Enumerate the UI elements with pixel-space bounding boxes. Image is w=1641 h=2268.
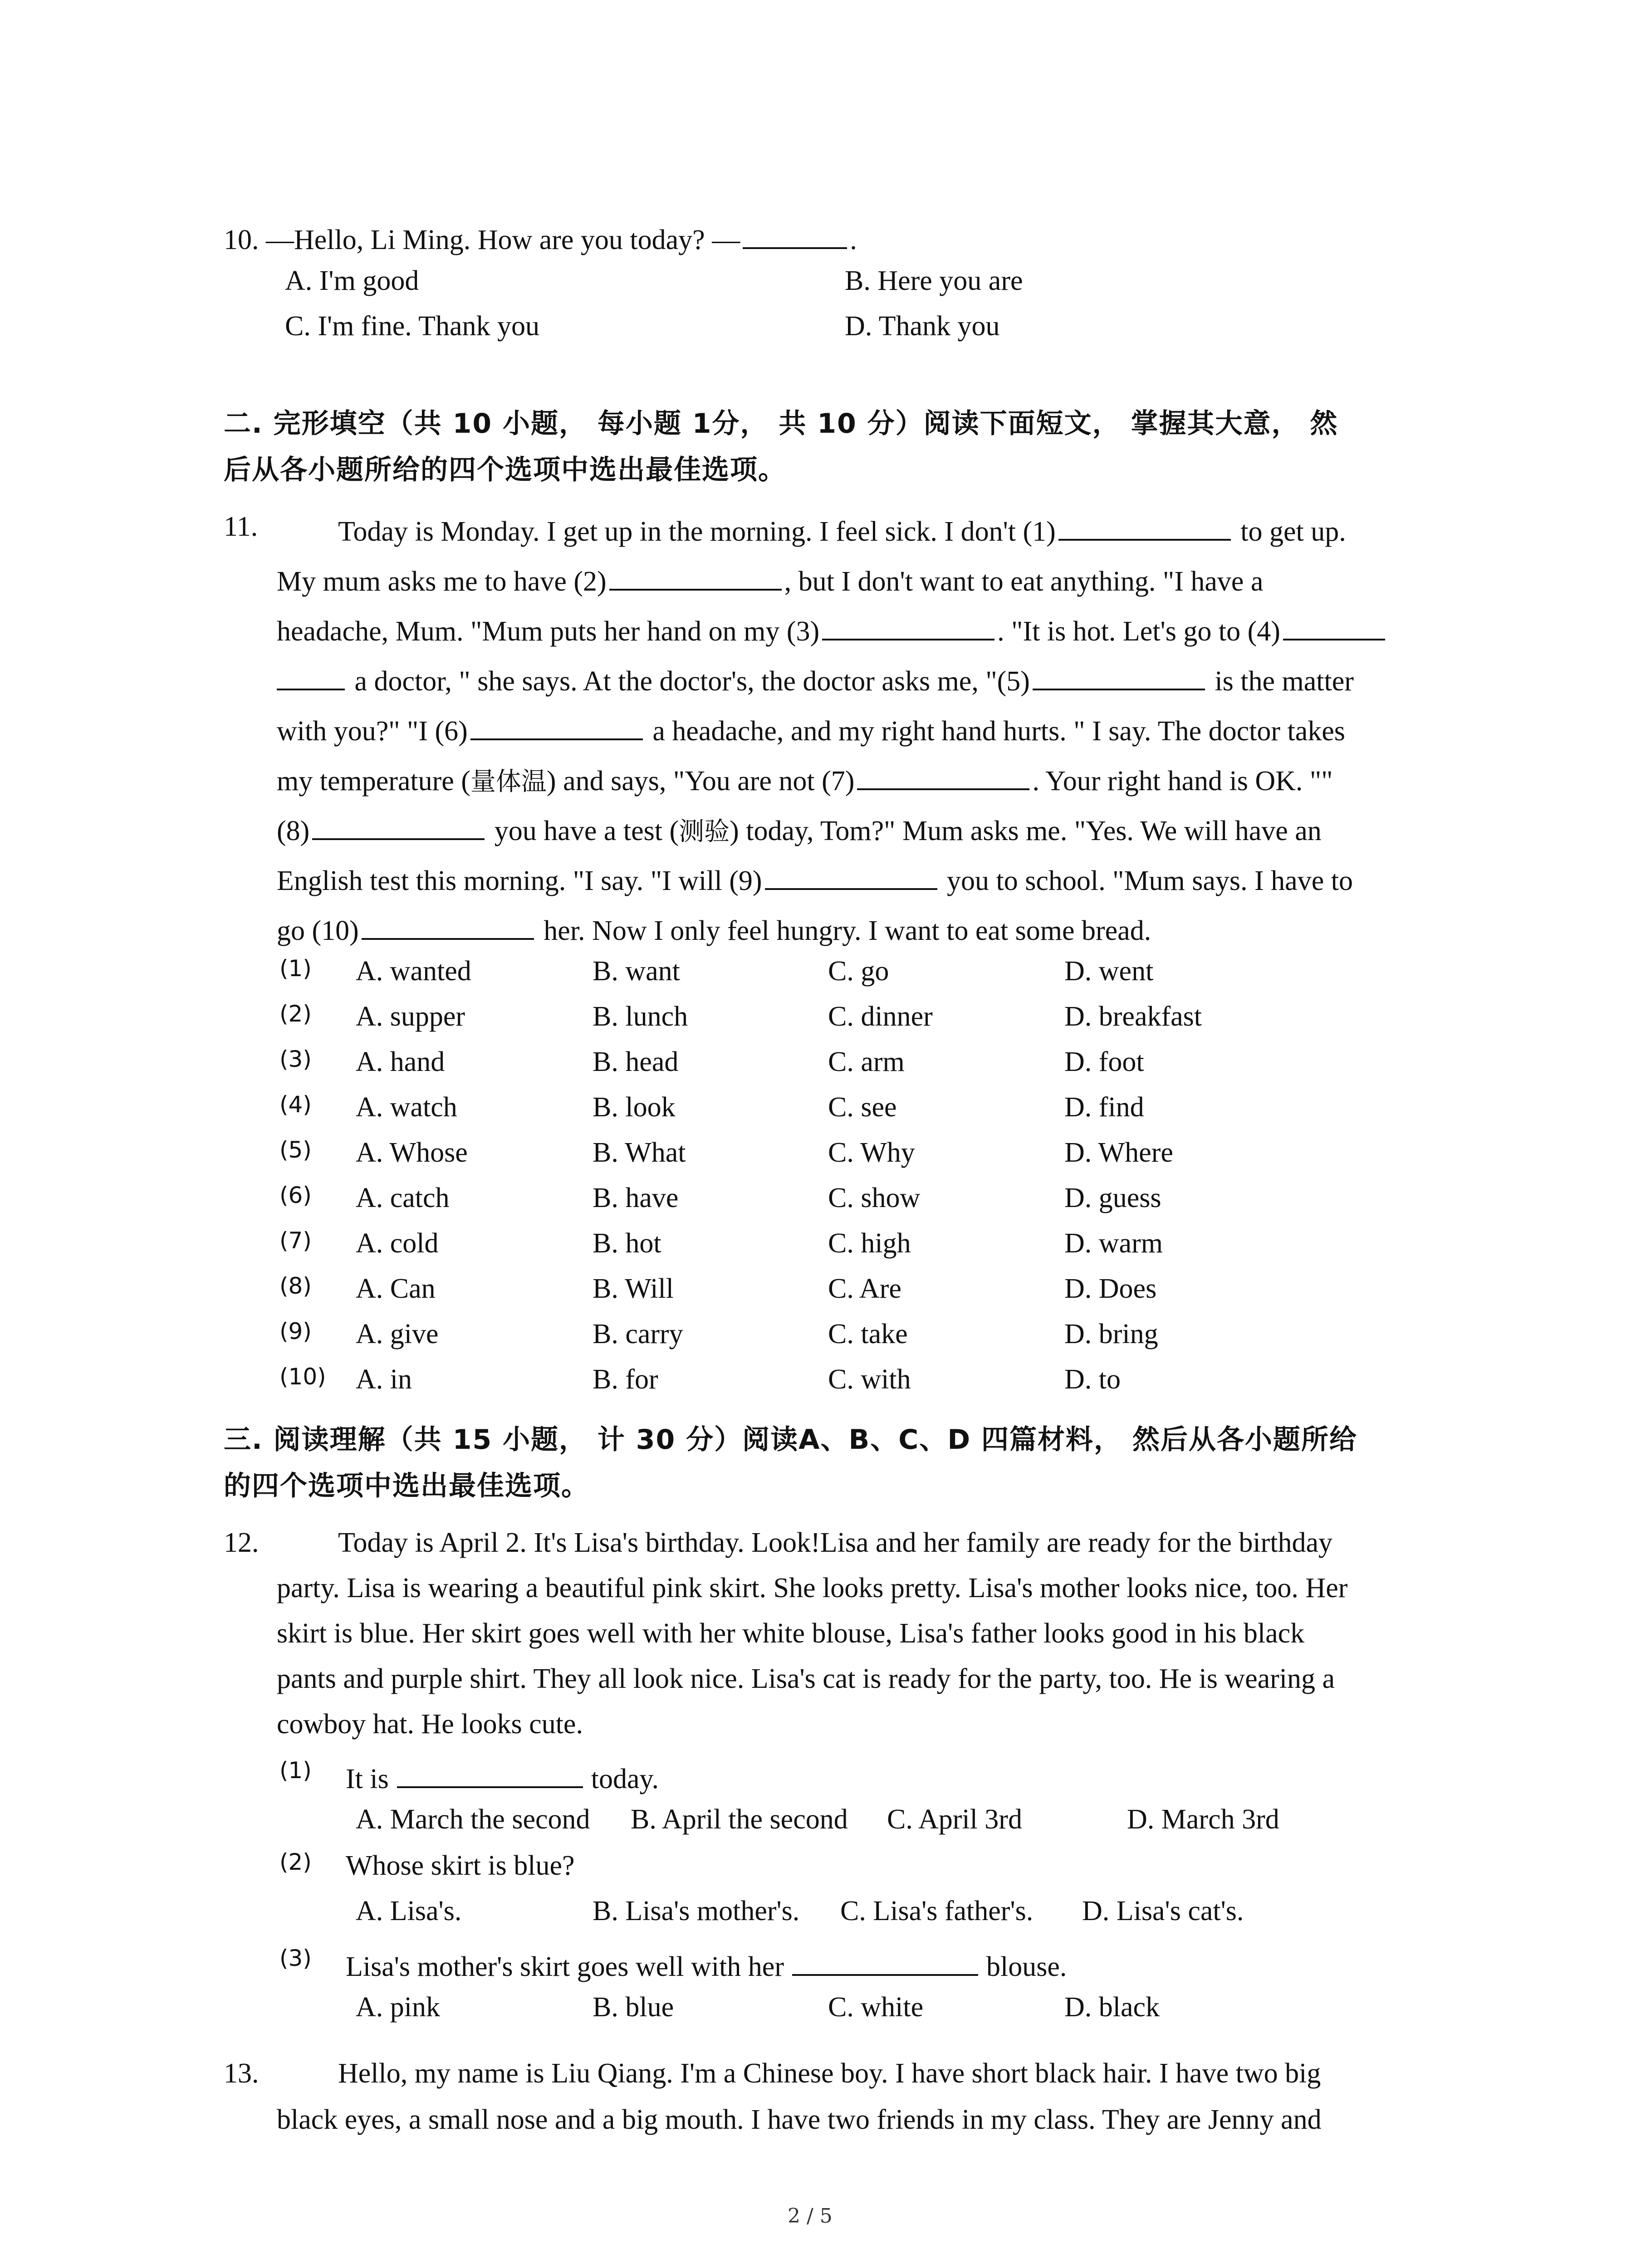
q12-sub3-option-b[interactable]: B. blue [593, 1992, 674, 2023]
q11-choice-b[interactable]: B. lunch [593, 1001, 688, 1032]
q11-choice-num: (3) [279, 1046, 312, 1072]
section3-heading-line2: 的四个选项中选出最佳选项。 [224, 1470, 589, 1502]
q11-blank-1[interactable] [1058, 513, 1231, 541]
q11-blank-9[interactable] [765, 862, 937, 890]
q12-line: Today is April 2. It's Lisa's birthday. Look!Lisa and her family are ready for the birthday [338, 1527, 1332, 1558]
q12-sub3-option-c[interactable]: C. white [828, 1992, 924, 2023]
q11-choice-a[interactable]: A. Can [356, 1273, 436, 1304]
q11-choice-num: (1) [279, 955, 312, 982]
q12-sub2-option-c[interactable]: C. Lisa's father's. [840, 1896, 1034, 1926]
q12-sub1-stem: It is today. [346, 1760, 659, 1793]
q11-choice-d[interactable]: D. bring [1064, 1319, 1158, 1349]
q11-choice-num: (9) [279, 1318, 312, 1344]
q12-sub1-option-c[interactable]: C. April 3rd [887, 1804, 1022, 1835]
q11-choice-d[interactable]: D. breakfast [1064, 1001, 1202, 1032]
q11-choice-c[interactable]: C. go [828, 956, 889, 987]
q11-line8: English test this morning. "I say. "I will (9) you to school. "Mum says. I have to [277, 862, 1353, 895]
q11-choice-d[interactable]: D. Does [1064, 1273, 1157, 1304]
q12-line: party. Lisa is wearing a beautiful pink skirt. She looks pretty. Lisa's mother looks nice, too. Her [277, 1573, 1348, 1603]
q12-sub2-option-a[interactable]: A. Lisa's. [356, 1896, 462, 1926]
q12-sub2-number: (2) [279, 1849, 312, 1875]
q13-line2: black eyes, a small nose and a big mouth. I have two friends in my class. They are Jenny and [277, 2104, 1322, 2135]
q11-choice-b[interactable]: B. have [593, 1183, 679, 1213]
q11-choice-a[interactable]: A. Whose [356, 1137, 468, 1168]
q11-choice-num: (6) [279, 1182, 312, 1208]
q11-choice-num: (5) [279, 1137, 312, 1163]
q10-stem: 10. —Hello, Li Ming. How are you today? — . [224, 221, 857, 254]
q11-line9: go (10) her. Now I only feel hungry. I want to eat some bread. [277, 912, 1151, 945]
q11-choice-a[interactable]: A. hand [356, 1046, 445, 1077]
q13-number: 13. [224, 2058, 259, 2089]
q12-number: 12. [224, 1527, 259, 1558]
q11-choice-b[interactable]: B. Will [593, 1273, 674, 1304]
q11-line6: my temperature (量体温) and says, "You are not (7) . Your right hand is OK. "" [277, 762, 1333, 795]
q12-sub3-blank[interactable] [792, 1948, 978, 1976]
q11-line7: (8) you have a test (测验) today, Tom?" Mum asks me. "Yes. We will have an [277, 812, 1322, 845]
section3-heading-line1: 三. 阅读理解（共 15 小题， 计 30 分）阅读A、B、C、D 四篇材料， 然后从各小题所给 [224, 1424, 1357, 1456]
q11-choice-d[interactable]: D. find [1064, 1092, 1144, 1123]
q10-option-a[interactable]: A. I'm good [285, 265, 419, 296]
q11-blank-10[interactable] [362, 912, 534, 940]
q12-line: pants and purple shirt. They all look nice. Lisa's cat is ready for the party, too. He is wearing a [277, 1663, 1335, 1694]
q12-line: cowboy hat. He looks cute. [277, 1709, 583, 1740]
q12-sub3-stem: Lisa's mother's skirt goes well with her blouse. [346, 1948, 1067, 1981]
q11-choice-c[interactable]: C. with [828, 1364, 911, 1395]
q11-line3: headache, Mum. "Mum puts her hand on my (3) . "It is hot. Let's go to (4) [277, 612, 1388, 645]
q11-choice-c[interactable]: C. high [828, 1228, 911, 1259]
q11-blank-5[interactable] [1033, 662, 1205, 690]
q11-choice-a[interactable]: A. supper [356, 1001, 465, 1032]
q11-choice-d[interactable]: D. to [1064, 1364, 1121, 1395]
q11-choice-num: (4) [279, 1091, 312, 1118]
q12-sub1-option-d[interactable]: D. March 3rd [1127, 1804, 1279, 1835]
q11-choice-c[interactable]: C. Are [828, 1273, 901, 1304]
q10-option-d[interactable]: D. Thank you [845, 311, 1000, 342]
q12-sub3-number: (3) [279, 1945, 312, 1971]
q11-line2: My mum asks me to have (2) , but I don't want to eat anything. "I have a [277, 562, 1263, 596]
q10-option-c[interactable]: C. I'm fine. Thank you [285, 311, 540, 342]
q11-choice-c[interactable]: C. Why [828, 1137, 915, 1168]
q12-sub1-option-b[interactable]: B. April the second [631, 1804, 848, 1835]
q11-choice-c[interactable]: C. see [828, 1092, 897, 1123]
q11-blank-4a[interactable] [1283, 612, 1385, 640]
q11-choice-b[interactable]: B. for [593, 1364, 658, 1395]
q12-sub1-blank[interactable] [397, 1760, 583, 1788]
q11-choice-num: (7) [279, 1227, 312, 1254]
q11-choice-c[interactable]: C. dinner [828, 1001, 933, 1032]
q11-choice-b[interactable]: B. want [593, 956, 680, 987]
q11-choice-b[interactable]: B. look [593, 1092, 676, 1123]
q11-choice-b[interactable]: B. carry [593, 1319, 683, 1349]
q11-line5: with you?" "I (6) a headache, and my right hand hurts. " I say. The doctor takes [277, 712, 1345, 745]
q11-choice-c[interactable]: C. take [828, 1319, 908, 1349]
q11-choice-b[interactable]: B. What [593, 1137, 686, 1168]
q10-option-b[interactable]: B. Here you are [845, 265, 1023, 296]
q11-choice-d[interactable]: D. guess [1064, 1183, 1161, 1213]
q11-choice-d[interactable]: D. went [1064, 956, 1154, 987]
q11-choice-c[interactable]: C. show [828, 1183, 921, 1213]
q11-choice-c[interactable]: C. arm [828, 1046, 905, 1077]
q12-line: skirt is blue. Her skirt goes well with her white blouse, Lisa's father looks good in his black [277, 1618, 1305, 1649]
q13-line1: Hello, my name is Liu Qiang. I'm a Chinese boy. I have short black hair. I have two big [338, 2058, 1321, 2089]
q11-blank-3[interactable] [822, 612, 994, 640]
q11-choice-d[interactable]: D. warm [1064, 1228, 1163, 1259]
q11-choice-num: (10) [279, 1364, 326, 1390]
q12-sub2-option-b[interactable]: B. Lisa's mother's. [593, 1896, 800, 1926]
q11-choice-num: (8) [279, 1273, 312, 1299]
q11-blank-6[interactable] [470, 712, 643, 740]
q11-choice-a[interactable]: A. cold [356, 1228, 439, 1259]
q11-line4: a doctor, " she says. At the doctor's, the doctor asks me, "(5) is the matter [277, 662, 1354, 695]
q11-number: 11. [224, 511, 258, 542]
q11-choice-b[interactable]: B. hot [593, 1228, 661, 1259]
q12-sub3-option-d[interactable]: D. black [1064, 1992, 1160, 2023]
q11-choice-d[interactable]: D. Where [1064, 1137, 1173, 1168]
q11-choice-a[interactable]: A. give [356, 1319, 439, 1349]
q11-choice-a[interactable]: A. wanted [356, 956, 471, 987]
page-number: 2 / 5 [788, 2204, 833, 2228]
q12-sub2-stem: Whose skirt is blue? [346, 1850, 575, 1881]
q11-blank-4b[interactable] [277, 662, 345, 690]
q11-choice-num: (2) [279, 1001, 312, 1027]
q12-sub1-option-a[interactable]: A. March the second [356, 1804, 590, 1835]
q11-blank-2[interactable] [609, 562, 782, 591]
q11-line1: Today is Monday. I get up in the morning. I feel sick. I don't (1) to get up. [338, 513, 1346, 546]
q11-choice-d[interactable]: D. foot [1064, 1046, 1144, 1077]
q11-choice-b[interactable]: B. head [593, 1046, 679, 1077]
q11-blank-8[interactable] [312, 812, 485, 840]
section2-heading-line1: 二. 完形填空（共 10 小题， 每小题 1分， 共 10 分）阅读下面短文， 掌握其大意， 然 [224, 408, 1338, 440]
section2-heading-line2: 后从各小题所给的四个选项中选出最佳选项。 [224, 454, 786, 486]
q10-number: 10. [224, 225, 259, 255]
q10-blank[interactable] [743, 221, 847, 249]
q12-sub1-number: (1) [279, 1757, 312, 1784]
q12-sub2-option-d[interactable]: D. Lisa's cat's. [1082, 1896, 1244, 1926]
q11-choice-a[interactable]: A. watch [356, 1092, 457, 1123]
q12-sub3-option-a[interactable]: A. pink [356, 1992, 440, 2023]
q10-stem-text: —Hello, Li Ming. How are you today? — [266, 225, 740, 255]
q11-blank-7[interactable] [857, 762, 1029, 790]
q11-choice-a[interactable]: A. catch [356, 1183, 450, 1213]
q11-choice-a[interactable]: A. in [356, 1364, 412, 1395]
